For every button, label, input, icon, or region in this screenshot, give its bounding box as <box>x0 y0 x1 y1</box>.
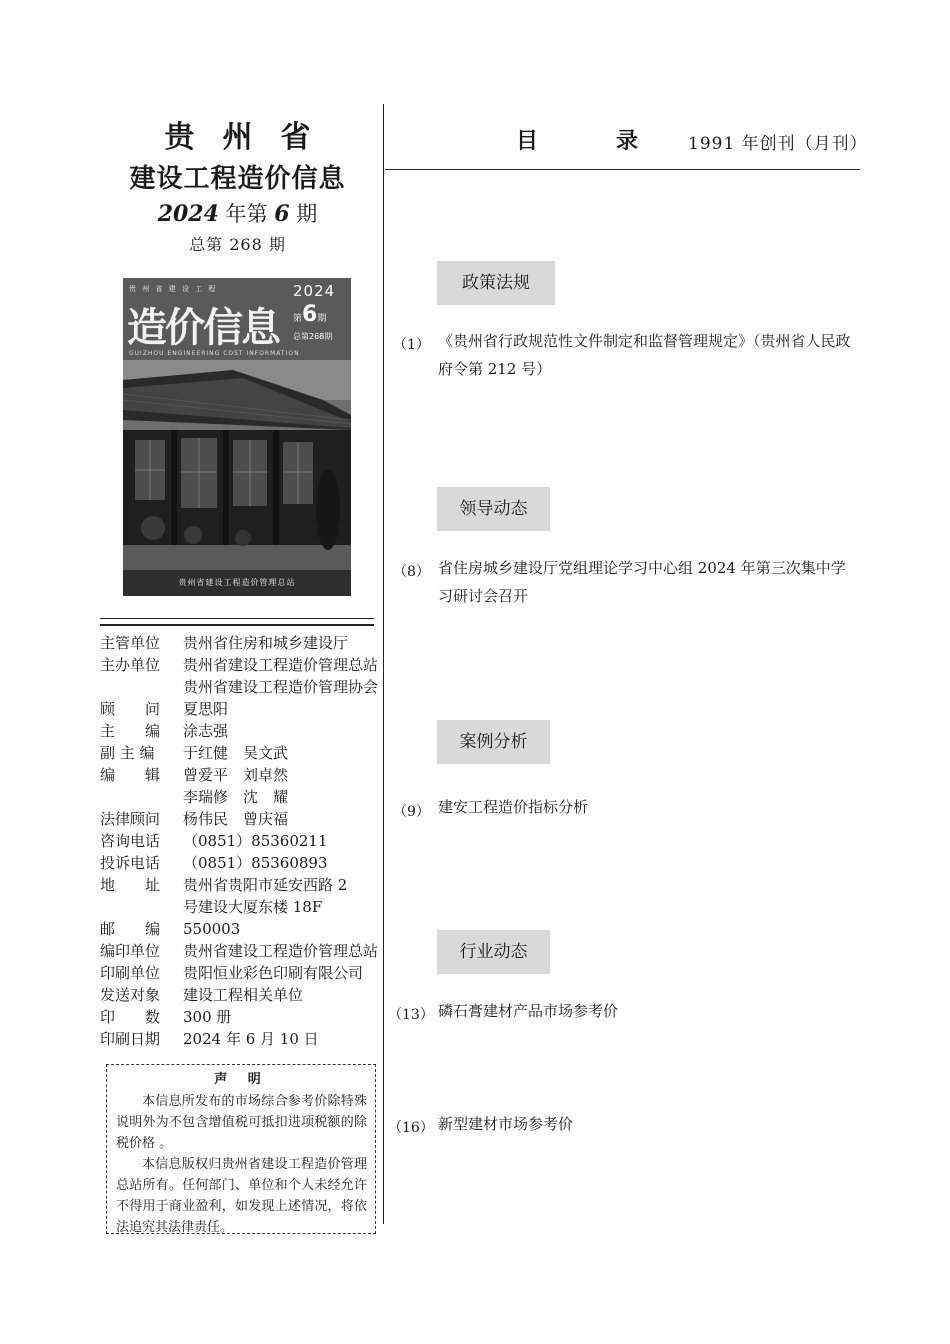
toc-page-number: （1） <box>393 337 430 353</box>
info-label: 印刷单位 <box>100 964 161 982</box>
info-label: 主管单位 <box>100 634 161 652</box>
issue-number: 6 <box>274 201 290 227</box>
info-label: 咨询电话 <box>100 832 161 850</box>
section-industry: 行业动态 <box>437 930 550 974</box>
toc-entry-cost-index[interactable]: 建安工程造价指标分析 <box>438 798 589 816</box>
info-row <box>100 632 380 654</box>
info-row <box>100 676 380 698</box>
separator-line <box>100 618 374 619</box>
cover-issue-suffix: 期 <box>317 314 327 324</box>
cover-total-issue: 总第268期 <box>293 332 333 341</box>
info-label: 印刷日期 <box>100 1030 161 1048</box>
info-label: 印 数 <box>100 1008 161 1026</box>
toc-entry-new-materials-price[interactable]: 新型建材市场参考价 <box>438 1115 574 1133</box>
section-policy: 政策法规 <box>437 261 555 305</box>
toc-entry-policy-regulation[interactable]: 《贵州省行政规范性文件制定和监督管理规定》（贵州省人民政府令第 212 号） <box>438 332 851 378</box>
info-row <box>100 786 380 808</box>
info-value: 贵州省贵阳市延安西路 2 <box>183 876 348 894</box>
cover-issue-number: 6 <box>302 302 318 327</box>
info-row <box>100 830 380 852</box>
info-value: 曾爱平 刘卓然 <box>183 766 289 784</box>
info-value: 杨伟民 曾庆福 <box>183 810 289 828</box>
toc-page-number: （8） <box>393 564 430 580</box>
info-value: 贵州省建设工程造价管理协会 <box>183 678 379 696</box>
copyright-notice <box>106 1064 376 1234</box>
info-row <box>100 962 380 984</box>
info-label: 顾 问 <box>100 700 161 718</box>
info-label: 主办单位 <box>100 656 161 674</box>
toc-page-number: （9） <box>393 804 430 820</box>
info-value: 贵州省建设工程造价管理总站 <box>183 656 379 674</box>
cover-photo <box>123 360 351 570</box>
info-value: 夏思阳 <box>183 700 229 718</box>
province-title: 贵州省 <box>164 120 339 155</box>
masthead-info <box>100 632 380 1050</box>
info-value: 贵州省住房和城乡建设厅 <box>183 634 349 652</box>
cover-issue-prefix: 第 <box>293 314 303 324</box>
info-row <box>100 918 380 940</box>
info-value: 涂志强 <box>183 722 229 740</box>
info-label: 副 主 编 <box>100 744 155 762</box>
info-value: （0851）85360211 <box>183 832 328 850</box>
toc-page-number: （13） <box>388 1007 434 1023</box>
info-value: 建设工程相关单位 <box>183 986 304 1004</box>
founded-note: 1991 年创刊（月刊） <box>688 134 868 154</box>
cover-province-label: 贵 州 省 建 设 工 程 <box>129 285 218 293</box>
issue-line <box>100 198 375 228</box>
issue-year: 2024 <box>157 201 219 227</box>
section-leadership: 领导动态 <box>437 487 550 531</box>
issue-suffix: 期 <box>296 202 318 226</box>
info-value: 300 册 <box>183 1008 232 1026</box>
info-row <box>100 1006 380 1028</box>
info-row <box>100 874 380 896</box>
cover-image <box>123 278 351 596</box>
notice-paragraph: 本信息所发布的市场综合参考价除特殊说明外为不包含增值税可抵扣进项税额的除税价格 。 <box>116 1094 367 1151</box>
info-value: 贵阳恒业彩色印刷有限公司 <box>183 964 364 982</box>
info-value: 2024 年 6 月 10 日 <box>183 1030 319 1048</box>
info-label: 邮 编 <box>100 920 161 938</box>
total-issue: 总第 268 期 <box>189 235 286 254</box>
info-label <box>100 896 183 918</box>
cover-name: 造价信息 <box>127 305 279 351</box>
info-value: 李瑞修 沈 耀 <box>183 788 289 806</box>
info-label: 主 编 <box>100 722 161 740</box>
info-value: 550003 <box>183 920 241 938</box>
info-value: 于红健 吴文武 <box>183 744 289 762</box>
notice-paragraph: 本信息版权归贵州省建设工程造价管理总站所有。任何部门、单位和个人未经允许不得用于商业盈利，如发现上述情况，将依法追究其法律责任。 <box>116 1157 367 1235</box>
info-row <box>100 720 380 742</box>
notice-heading: 声 明 <box>214 1072 269 1087</box>
cover-issue <box>293 302 326 327</box>
info-row <box>100 808 380 830</box>
info-row <box>100 940 380 962</box>
toc-entry-study-meeting[interactable]: 省住房城乡建设厅党组理论学习中心组 2024 年第三次集中学习研讨会召开 <box>438 559 846 605</box>
info-row <box>100 654 380 676</box>
info-row <box>100 698 380 720</box>
info-label: 编印单位 <box>100 942 161 960</box>
info-label: 编 辑 <box>100 766 161 784</box>
info-row <box>100 896 380 918</box>
info-value: （0851）85360893 <box>183 854 328 872</box>
column-divider <box>383 104 384 1224</box>
cover-publisher: 贵州省建设工程造价管理总站 <box>123 570 351 596</box>
info-label <box>100 676 183 698</box>
toc-page-number: （16） <box>388 1120 434 1136</box>
info-label: 投诉电话 <box>100 854 161 872</box>
info-row <box>100 852 380 874</box>
section-case-analysis: 案例分析 <box>437 720 550 764</box>
info-label: 法律顾问 <box>100 810 161 828</box>
info-row <box>100 742 380 764</box>
toc-entry-phosphogypsum-price[interactable]: 磷石膏建材产品市场参考价 <box>438 1002 619 1020</box>
separator-line <box>100 624 374 626</box>
info-value: 贵州省建设工程造价管理总站 <box>183 942 379 960</box>
cover-english-name: GUIZHOU ENGINEERING COST INFORMATION <box>129 350 300 357</box>
cover-year: 2024 <box>293 282 336 300</box>
toc-title: 目 <box>516 129 539 154</box>
info-row <box>100 764 380 786</box>
info-label: 地 址 <box>100 876 161 894</box>
info-row <box>100 984 380 1006</box>
publication-title: 建设工程造价信息 <box>129 164 346 194</box>
cover-header <box>123 278 351 360</box>
info-label <box>100 786 183 808</box>
info-label: 发送对象 <box>100 986 161 1004</box>
info-row <box>100 1028 380 1050</box>
toc-title: 录 <box>616 129 639 154</box>
info-value: 号建设大厦东楼 18F <box>183 898 323 916</box>
issue-word: 年第 <box>225 202 268 226</box>
header-rule <box>385 169 860 170</box>
